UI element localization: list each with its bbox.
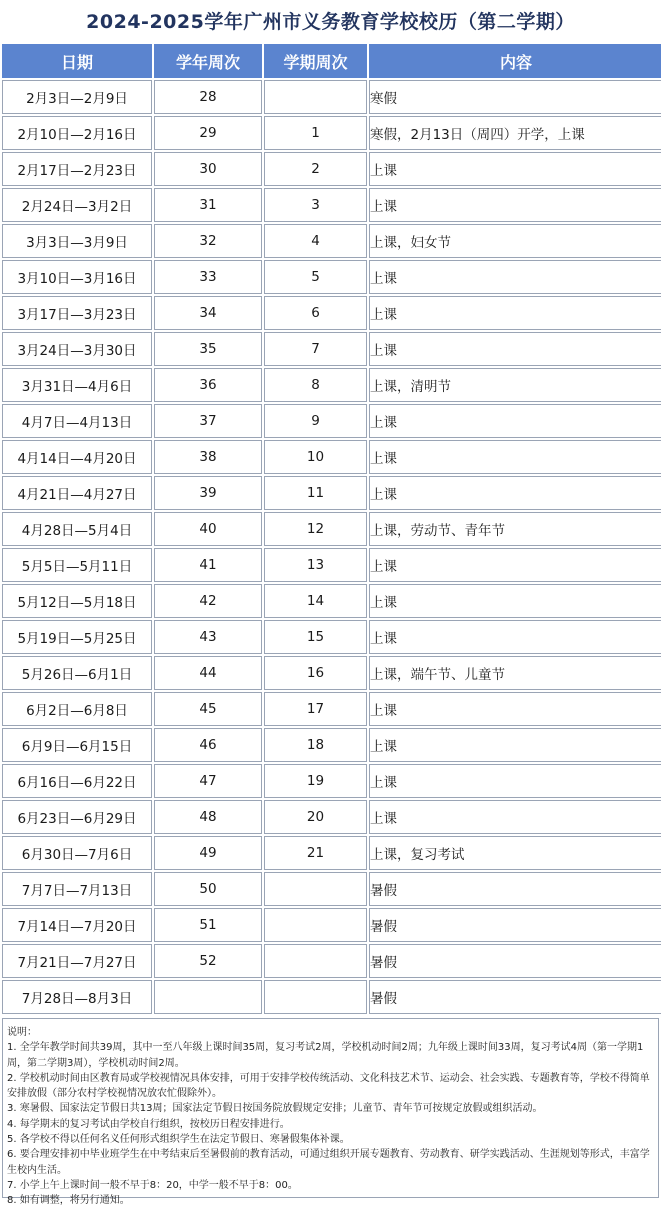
table-row <box>2 116 661 150</box>
table-row <box>2 512 661 546</box>
year-week-cell: 31 <box>154 188 262 222</box>
content-cell: 上课，复习考试 <box>369 836 661 870</box>
date-cell: 2月3日—2月9日 <box>2 80 152 114</box>
table-row <box>2 296 661 330</box>
content-cell: 上课 <box>369 692 661 726</box>
term-week-cell <box>264 908 367 942</box>
content-cell: 上课 <box>369 476 661 510</box>
table-row <box>2 224 661 258</box>
year-week-cell: 29 <box>154 116 262 150</box>
date-cell: 6月9日—6月15日 <box>2 728 152 762</box>
content-cell: 上课 <box>369 260 661 294</box>
table-row <box>2 692 661 726</box>
table-row <box>2 728 661 762</box>
header-date: 日期 <box>2 44 152 78</box>
year-week-cell: 35 <box>154 332 262 366</box>
header-term-week: 学期周次 <box>264 44 367 78</box>
date-cell: 4月28日—5月4日 <box>2 512 152 546</box>
content-cell: 上课，端午节、儿童节 <box>369 656 661 690</box>
term-week-cell: 6 <box>264 296 367 330</box>
content-cell: 寒假 <box>369 80 661 114</box>
content-cell: 寒假，2月13日（周四）开学，上课 <box>369 116 661 150</box>
year-week-cell: 43 <box>154 620 262 654</box>
content-cell: 上课，劳动节、青年节 <box>369 512 661 546</box>
table-row <box>2 440 661 474</box>
date-cell: 7月7日—7月13日 <box>2 872 152 906</box>
term-week-cell: 3 <box>264 188 367 222</box>
year-week-cell: 32 <box>154 224 262 258</box>
date-cell: 3月10日—3月16日 <box>2 260 152 294</box>
year-week-cell: 46 <box>154 728 262 762</box>
term-week-cell <box>264 944 367 978</box>
table-row <box>2 80 661 114</box>
content-cell: 上课，清明节 <box>369 368 661 402</box>
content-cell: 暑假 <box>369 944 661 978</box>
year-week-cell: 36 <box>154 368 262 402</box>
year-week-cell: 50 <box>154 872 262 906</box>
date-cell: 2月24日—3月2日 <box>2 188 152 222</box>
year-week-cell: 39 <box>154 476 262 510</box>
note-item: 7. 小学上午上课时间一般不早于8：20，中学一般不早于8：00。 <box>7 1179 298 1191</box>
content-cell: 上课 <box>369 728 661 762</box>
table-row <box>2 836 661 870</box>
content-cell: 上课 <box>369 440 661 474</box>
date-cell: 5月19日—5月25日 <box>2 620 152 654</box>
table-body <box>2 80 661 1014</box>
content-cell: 上课 <box>369 404 661 438</box>
content-cell: 上课 <box>369 584 661 618</box>
term-week-cell: 7 <box>264 332 367 366</box>
term-week-cell <box>264 872 367 906</box>
year-week-cell: 42 <box>154 584 262 618</box>
content-cell: 暑假 <box>369 872 661 906</box>
table-row <box>2 980 661 1014</box>
note-item: 2. 学校机动时间由区教育局或学校视情况具体安排，可用于安排学校传统活动、文化科技艺术节、运动会、社会实践、专题教育等，学校不得简单安排放假（部分农村学校视情况放农忙假除外）。 <box>7 1072 650 1100</box>
term-week-cell: 11 <box>264 476 367 510</box>
content-cell: 上课 <box>369 548 661 582</box>
date-cell: 6月30日—7月6日 <box>2 836 152 870</box>
note-item: 4. 每学期末的复习考试由学校自行组织，按校历日程安排进行。 <box>7 1118 290 1130</box>
date-cell: 2月17日—2月23日 <box>2 152 152 186</box>
year-week-cell: 30 <box>154 152 262 186</box>
content-cell: 暑假 <box>369 908 661 942</box>
date-cell: 2月10日—2月16日 <box>2 116 152 150</box>
content-cell: 上课，妇女节 <box>369 224 661 258</box>
term-week-cell: 21 <box>264 836 367 870</box>
term-week-cell <box>264 980 367 1014</box>
table-row <box>2 332 661 366</box>
table-row <box>2 872 661 906</box>
content-cell: 上课 <box>369 800 661 834</box>
year-week-cell: 38 <box>154 440 262 474</box>
date-cell: 3月17日—3月23日 <box>2 296 152 330</box>
table-row <box>2 152 661 186</box>
date-cell: 5月26日—6月1日 <box>2 656 152 690</box>
notes-section <box>2 1018 659 1207</box>
year-week-cell: 45 <box>154 692 262 726</box>
table-row <box>2 656 661 690</box>
note-item: 1. 全学年教学时间共39周，其中一至八年级上课时间35周，复习考试2周，学校机动时间2周；九年级上课时间33周，复习考试4周（第一学期1周，第二学期3周），学校机动时间2周。 <box>7 1042 644 1069</box>
table-row <box>2 800 661 834</box>
term-week-cell: 13 <box>264 548 367 582</box>
page-title: 2024-2025学年广州市义务教育学校校历（第二学期） <box>86 11 575 33</box>
year-week-cell: 44 <box>154 656 262 690</box>
year-week-cell: 51 <box>154 908 262 942</box>
date-cell: 6月23日—6月29日 <box>2 800 152 834</box>
table-row <box>2 584 661 618</box>
content-cell: 上课 <box>369 332 661 366</box>
date-cell: 4月14日—4月20日 <box>2 440 152 474</box>
content-cell: 上课 <box>369 296 661 330</box>
note-item: 5. 各学校不得以任何名义任何形式组织学生在法定节假日、寒暑假集体补课。 <box>7 1134 350 1146</box>
table-row <box>2 620 661 654</box>
term-week-cell: 19 <box>264 764 367 798</box>
date-cell: 7月14日—7月20日 <box>2 908 152 942</box>
table-row <box>2 476 661 510</box>
term-week-cell: 12 <box>264 512 367 546</box>
term-week-cell: 4 <box>264 224 367 258</box>
date-cell: 7月21日—7月27日 <box>2 944 152 978</box>
table-row <box>2 764 661 798</box>
year-week-cell: 41 <box>154 548 262 582</box>
term-week-cell: 8 <box>264 368 367 402</box>
term-week-cell: 15 <box>264 620 367 654</box>
note-item: 3. 寒暑假、国家法定节假日共13周；国家法定节假日按国务院放假规定安排；儿童节、青年节可按规定放假或组织活动。 <box>7 1103 543 1115</box>
table-row <box>2 260 661 294</box>
year-week-cell: 52 <box>154 944 262 978</box>
term-week-cell: 10 <box>264 440 367 474</box>
date-cell: 5月12日—5月18日 <box>2 584 152 618</box>
year-week-cell: 33 <box>154 260 262 294</box>
year-week-cell: 49 <box>154 836 262 870</box>
year-week-cell: 37 <box>154 404 262 438</box>
date-cell: 4月7日—4月13日 <box>2 404 152 438</box>
term-week-cell: 17 <box>264 692 367 726</box>
term-week-cell: 16 <box>264 656 367 690</box>
term-week-cell: 18 <box>264 728 367 762</box>
note-item: 8. 如有调整，将另行通知。 <box>7 1195 130 1207</box>
header-content: 内容 <box>369 44 661 78</box>
table-row <box>2 548 661 582</box>
date-cell: 3月3日—3月9日 <box>2 224 152 258</box>
year-week-cell: 40 <box>154 512 262 546</box>
date-cell: 5月5日—5月11日 <box>2 548 152 582</box>
date-cell: 4月21日—4月27日 <box>2 476 152 510</box>
term-week-cell: 9 <box>264 404 367 438</box>
note-item: 6. 要合理安排初中毕业班学生在中考结束后至暑假前的教育活动，可通过组织开展专题教育、劳动教育、研学实践活动、生涯规划等形式，丰富学生校内生活。 <box>7 1149 650 1176</box>
content-cell: 上课 <box>369 764 661 798</box>
term-week-cell: 5 <box>264 260 367 294</box>
table-row <box>2 908 661 942</box>
content-cell: 上课 <box>369 152 661 186</box>
table-row <box>2 944 661 978</box>
term-week-cell: 1 <box>264 116 367 150</box>
term-week-cell: 20 <box>264 800 367 834</box>
date-cell: 3月31日—4月6日 <box>2 368 152 402</box>
term-week-cell: 14 <box>264 584 367 618</box>
year-week-cell: 48 <box>154 800 262 834</box>
term-week-cell <box>264 80 367 114</box>
date-cell: 6月16日—6月22日 <box>2 764 152 798</box>
table-row <box>2 368 661 402</box>
content-cell: 上课 <box>369 620 661 654</box>
date-cell: 7月28日—8月3日 <box>2 980 152 1014</box>
table-row <box>2 188 661 222</box>
calendar-table <box>0 42 661 1016</box>
table-header-row <box>2 44 661 78</box>
term-week-cell: 2 <box>264 152 367 186</box>
year-week-cell: 28 <box>154 80 262 114</box>
notes-heading: 说明： <box>7 1027 37 1038</box>
year-week-cell: 34 <box>154 296 262 330</box>
table-row <box>2 404 661 438</box>
date-cell: 3月24日—3月30日 <box>2 332 152 366</box>
year-week-cell <box>154 980 262 1014</box>
date-cell: 6月2日—6月8日 <box>2 692 152 726</box>
content-cell: 暑假 <box>369 980 661 1014</box>
header-year-week: 学年周次 <box>154 44 262 78</box>
year-week-cell: 47 <box>154 764 262 798</box>
content-cell: 上课 <box>369 188 661 222</box>
